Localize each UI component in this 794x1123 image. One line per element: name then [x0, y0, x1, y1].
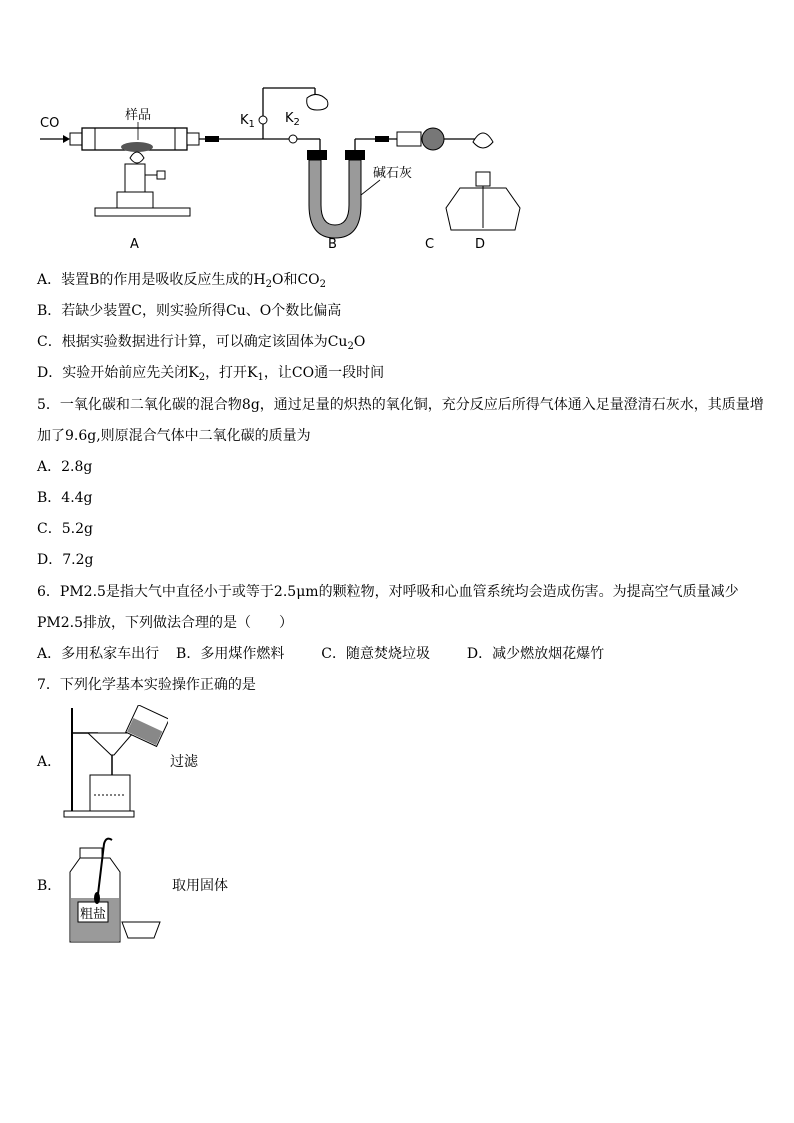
soda-lime-label: 碱石灰 — [373, 166, 413, 181]
q4-option-b: B．若缺少装置C，则实验所得Cu、O个数比偏高 — [37, 303, 342, 319]
solid-sampling-figure — [60, 834, 170, 946]
label-c: C — [425, 237, 435, 252]
q5-stem-line2: 加了9.6g,则原混合气体中二氧化碳的质量为 — [37, 428, 311, 444]
q6-options — [37, 644, 604, 664]
co-label: CO — [40, 116, 60, 131]
q6-option-d: D．减少燃放烟花爆竹 — [466, 646, 605, 662]
label-b: B — [328, 237, 337, 252]
k2-label: $K_2$ — [285, 111, 300, 128]
label-d: D — [475, 237, 486, 252]
jar-label: 粗盐 — [80, 907, 107, 922]
q7-option-b-letter: B． — [37, 878, 62, 894]
sample-label: 样品 — [125, 108, 152, 123]
q7-option-b-caption: 取用固体 — [172, 878, 228, 894]
q7-option-a-letter: A． — [37, 754, 62, 770]
q6-option-a: A．多用私家车出行 — [37, 646, 160, 662]
q7-option-a-caption: 过滤 — [170, 754, 198, 770]
k1-label: $K_1$ — [240, 113, 255, 130]
q6-option-c: C．随意焚烧垃圾 — [321, 646, 430, 662]
q5-option-b: B．4.4g — [37, 490, 93, 506]
q4-option-c: C．根据实验数据进行计算，可以确定该固体为$Cu_2O$ — [37, 334, 366, 352]
filtration-figure — [58, 705, 168, 820]
q7-stem: 7．下列化学基本实验操作正确的是 — [37, 677, 256, 693]
apparatus-figure — [35, 80, 555, 255]
label-a: A — [130, 237, 139, 252]
q6-stem-line2: PM2.5排放，下列做法合理的是（ ） — [37, 615, 294, 631]
q5-option-a: A．2.8g — [37, 459, 93, 475]
q5-option-c: C．5.2g — [37, 521, 93, 537]
q6-option-b: B．多用煤作燃料 — [176, 646, 285, 662]
q5-stem-line1: 5．一氧化碳和二氧化碳的混合物8g，通过足量的炽热的氧化铜，充分反应后所得气体通入足量澄清石灰水，其质量增 — [37, 397, 764, 413]
q4-option-d: D．实验开始前应先关闭$K_2$，打开$K_1$，让CO通一段时间 — [37, 365, 385, 383]
q4-option-a: A．装置B的作用是吸收反应生成的$H_2O$和$CO_2$ — [37, 272, 327, 290]
q5-option-d: D．7.2g — [37, 552, 94, 568]
q6-stem-line1: 6．PM2.5是指大气中直径小于或等于2.5μm的颗粒物，对呼吸和心血管系统均会造成伤害。为提高空气质量减少 — [37, 584, 739, 600]
